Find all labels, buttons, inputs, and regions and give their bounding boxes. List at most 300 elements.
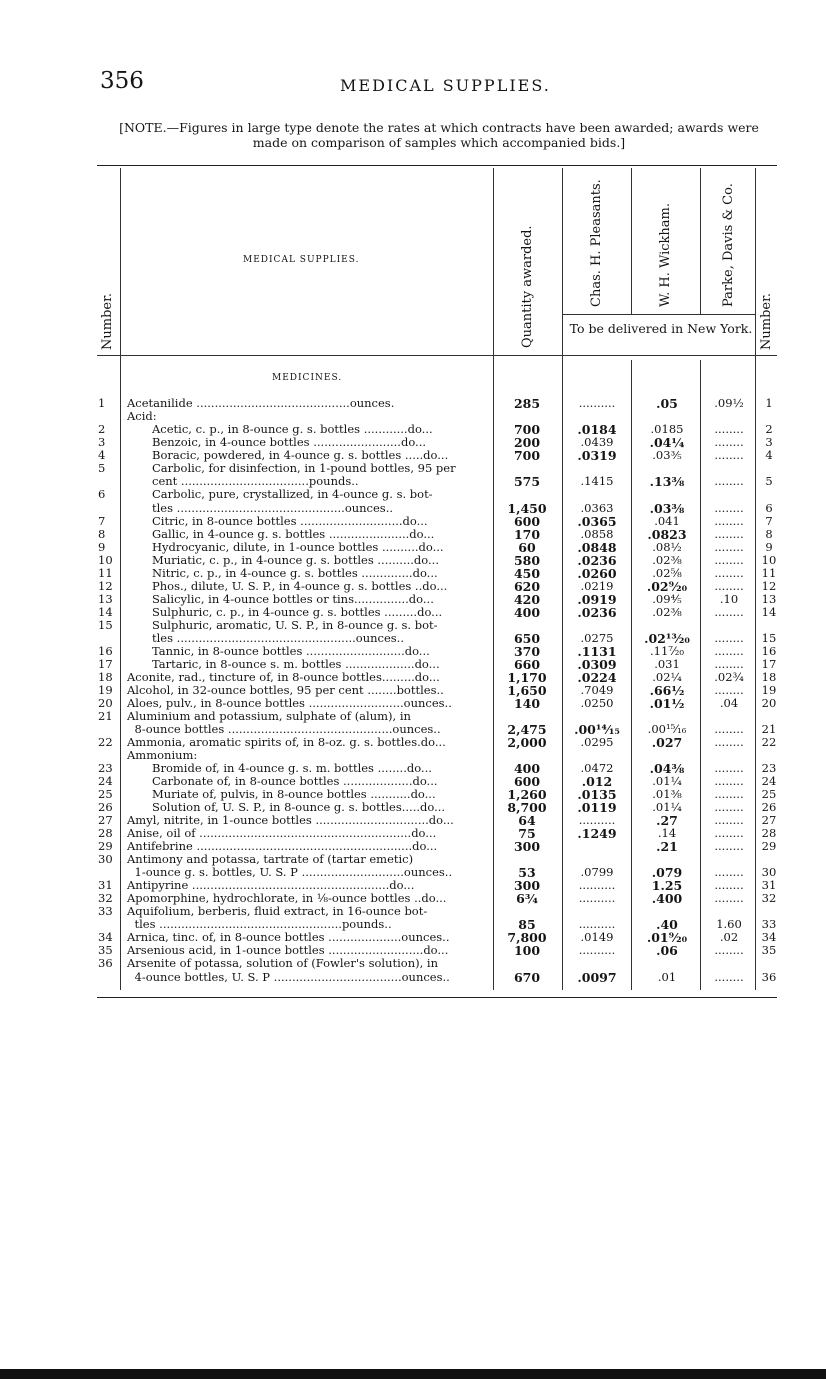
price-parke-davis: ........ [714,435,744,449]
item-description: tles .................................................ounces.. [152,632,404,645]
price-wickham: .01¼ [652,774,682,788]
price-parke-davis: .02¾ [714,670,744,684]
price-parke-davis: ........ [714,422,744,436]
quantity-awarded: 6¾ [516,891,538,906]
row-number: 34 [98,930,113,944]
price-parke-davis: ........ [714,787,744,801]
quantity-awarded: 700 [513,448,541,463]
header-bidder-parke-davis: Parke, Davis & Co. [721,183,736,307]
item-description: Phos., dilute, U. S. P., in 4-ounce g. s. bottles ..do... [152,580,448,593]
price-pleasants: .......... [578,917,616,931]
price-pleasants: .0236 [577,553,617,568]
quantity-awarded: 100 [513,943,541,958]
price-wickham: .079 [651,865,683,880]
table-row [0,645,826,658]
price-wickham: .02¹³⁄₂₀ [644,631,690,646]
price-parke-davis: ........ [714,683,744,697]
table-row [0,736,826,749]
item-description: cent ...................................pounds.. [152,475,359,488]
price-wickham: .11⁷⁄₂₀ [649,644,685,658]
table-bottom-rule [97,997,777,998]
table-row [0,580,826,593]
row-number-right: 32 [761,891,777,905]
price-pleasants: .1131 [577,644,617,659]
quantity-awarded: 300 [513,839,541,854]
quantity-awarded: 650 [513,631,541,646]
header-rule [97,355,777,356]
quantity-awarded: 75 [518,826,536,841]
row-number: 15 [98,618,113,632]
price-parke-davis: .02 [719,930,739,944]
price-parke-davis: ........ [714,514,744,528]
price-pleasants: .0260 [577,566,617,581]
price-pleasants: .0119 [577,800,617,815]
row-number: 23 [98,761,113,775]
item-description: Arnica, tinc. of, in 8-ounce bottles ....................ounces.. [127,931,450,944]
item-description: Gallic, in 4-ounce g. s. bottles ......................do... [152,528,435,541]
table-row [0,931,826,944]
price-parke-davis: ........ [714,631,744,645]
item-description: tles ..................................................pounds.. [134,918,392,931]
quantity-awarded: 7,800 [507,930,547,945]
table-row [0,879,826,892]
row-number-right: 18 [761,670,777,684]
quantity-awarded: 1,170 [507,670,547,685]
item-description: Antipyrine ......................................................do... [127,879,415,892]
table-top-rule [97,165,777,166]
item-description: Tartaric, in 8-ounce s. m. bottles ...................do... [152,658,440,671]
quantity-awarded: 285 [513,396,541,411]
item-description: Acetanilide ..........................................ounces. [127,397,395,410]
row-number: 28 [98,826,113,840]
table-row [0,397,826,410]
price-wickham: .400 [651,891,683,906]
header-bidder-pleasants: Chas. H. Pleasants. [589,179,604,307]
price-parke-davis: ........ [714,943,744,957]
row-number: 21 [98,709,113,723]
table-row [0,918,826,931]
row-number: 31 [98,878,113,892]
price-pleasants: .......... [578,396,616,410]
price-parke-davis: ........ [714,865,744,879]
header-bidder-wickham: W. H. Wickham. [658,203,673,307]
row-number-right: 17 [761,657,777,671]
quantity-awarded: 670 [513,970,541,985]
price-pleasants: .012 [581,774,613,789]
table-row [0,905,826,918]
quantity-awarded: 2,000 [507,735,547,750]
quantity-awarded: 660 [513,657,541,672]
row-number-right: 8 [765,527,773,541]
quantity-awarded: 580 [513,553,541,568]
price-parke-davis: .09½ [714,396,744,410]
row-number: 17 [98,657,113,671]
quantity-awarded: 2,475 [507,722,547,737]
row-number-right: 6 [765,501,773,515]
table-row [0,515,826,528]
row-number-right: 22 [761,735,777,749]
price-pleasants: .0184 [577,422,617,437]
header-medical-supplies: MEDICAL SUPPLIES. [243,255,360,265]
item-description: Sulphuric, c. p., in 4-ounce g. s. bottles .........do... [152,606,443,619]
price-parke-davis: .04 [719,696,739,710]
row-number: 4 [98,448,106,462]
price-pleasants: .1415 [580,474,614,488]
price-pleasants: .0224 [577,670,617,685]
quantity-awarded: 140 [513,696,541,711]
row-number: 3 [98,435,106,449]
price-wickham: 1.25 [651,878,683,893]
row-number-right: 29 [761,839,777,853]
price-wickham: .05 [656,396,678,411]
quantity-awarded: 400 [513,761,541,776]
price-parke-davis: ........ [714,605,744,619]
row-number-right: 2 [765,422,773,436]
price-wickham: .02⅝ [652,566,682,580]
row-number: 11 [98,566,113,580]
row-number: 12 [98,579,113,593]
quantity-awarded: 575 [513,474,541,489]
quantity-awarded: 300 [513,878,541,893]
quantity-awarded: 450 [513,566,541,581]
price-wickham: .03⅜ [649,501,685,516]
price-pleasants: .0149 [580,930,614,944]
row-number: 26 [98,800,113,814]
item-description: Amyl, nitrite, in 1-ounce bottles ...............................do... [127,814,454,827]
row-number: 24 [98,774,113,788]
row-number-right: 4 [765,448,773,462]
row-number-right: 5 [765,474,773,488]
row-number: 1 [98,396,106,410]
column-divider [631,168,632,314]
row-number-right: 28 [761,826,777,840]
price-pleasants: .0363 [580,501,614,515]
price-wickham: .0185 [650,422,684,436]
header-delivery: To be delivered in New York. [569,321,753,336]
price-wickham: .40 [656,917,678,932]
header-quantity-awarded: Quantity awarded. [520,225,535,348]
item-description: 8-ounce bottles .............................................ounces.. [134,723,441,736]
item-description: Solution of, U. S. P., in 8-ounce g. s. bottles.....do... [152,801,446,814]
price-parke-davis: ........ [714,891,744,905]
price-wickham: .031 [654,657,680,671]
price-parke-davis: ........ [714,448,744,462]
item-description: Salicylic, in 4-ounce bottles or tins...............do... [152,593,434,606]
table-row [0,619,826,632]
table-row [0,554,826,567]
price-wickham: .08½ [652,540,682,554]
price-pleasants: .0135 [577,787,617,802]
price-pleasants: .0309 [577,657,617,672]
table-row [0,762,826,775]
table-row [0,567,826,580]
price-parke-davis: .10 [719,592,739,606]
item-description: Muriate of, pulvis, in 8-ounce bottles ...........do... [152,788,436,801]
note [100,120,778,150]
item-description: Aluminium and potassium, sulphate of (alum), in [127,710,411,723]
table-row [0,436,826,449]
table-row [0,475,826,488]
price-parke-davis: ........ [714,722,744,736]
item-description: Sulphuric, aromatic, U. S. P., in 8-ounce g. s. bot- [152,619,438,632]
quantity-awarded: 620 [513,579,541,594]
quantity-awarded: 600 [513,514,541,529]
table-row [0,749,826,762]
price-wickham: .04⅜ [649,761,685,776]
item-description: Ammonium: [127,749,198,762]
price-pleasants: .0236 [577,605,617,620]
price-parke-davis: ........ [714,527,744,541]
row-number: 8 [98,527,106,541]
header-rule [562,314,755,315]
row-number-right: 14 [761,605,777,619]
quantity-awarded: 170 [513,527,541,542]
row-number-right: 20 [761,696,777,710]
quantity-awarded: 8,700 [507,800,547,815]
table-row [0,697,826,710]
price-pleasants: .00¹⁴⁄₁₅ [574,722,620,737]
price-wickham: .14 [657,826,677,840]
item-description: Acetic, c. p., in 8-ounce g. s. bottles ............do... [152,423,433,436]
price-pleasants: .1249 [577,826,617,841]
quantity-awarded: 64 [518,813,536,828]
row-number-right: 24 [761,774,777,788]
table-row [0,710,826,723]
price-pleasants: .0848 [577,540,617,555]
item-description: Acid: [127,410,157,423]
row-number-right: 30 [761,865,777,879]
price-wickham: .0823 [647,527,687,542]
table-row [0,684,826,697]
table-row [0,827,826,840]
table-row [0,866,826,879]
row-number: 6 [98,487,106,501]
price-parke-davis: ........ [714,579,744,593]
table-row [0,449,826,462]
item-description: Carbolic, pure, crystallized, in 4-ounce g. s. bot- [152,488,433,501]
price-wickham: .02⅜ [652,605,682,619]
page-number: 356 [100,68,144,94]
item-description: Carbolic, for disinfection, in 1-pound bottles, 95 per [152,462,456,475]
item-description: Tannic, in 8-ounce bottles ...........................do... [152,645,430,658]
price-parke-davis: ........ [714,553,744,567]
row-number-right: 31 [761,878,777,892]
item-description: tles ..............................................ounces.. [152,502,394,515]
note-line-1: [NOTE.—Figures in large type denote the rates at which contracts have been awarded; awards were [119,120,759,135]
price-wickham: .09⅘ [652,592,682,606]
item-description: Nitric, c. p., in 4-ounce g. s. bottles ..............do... [152,567,438,580]
item-description: Muriatic, c. p., in 4-ounce g. s. bottles ..........do... [152,554,439,567]
item-description: Citric, in 8-ounce bottles ............................do... [152,515,428,528]
price-wickham: .03⅗ [652,448,682,462]
row-number: 25 [98,787,113,801]
price-parke-davis: ........ [714,878,744,892]
table-row [0,502,826,515]
price-parke-davis: ........ [714,657,744,671]
row-number-right: 9 [765,540,773,554]
row-number: 20 [98,696,113,710]
row-number-right: 33 [761,917,777,931]
row-number: 9 [98,540,106,554]
row-number-right: 36 [761,970,777,984]
scan-edge [0,1369,826,1379]
price-wickham: .21 [656,839,678,854]
price-pleasants: .0097 [577,970,617,985]
price-pleasants: .......... [578,813,616,827]
quantity-awarded: 60 [518,540,536,555]
table-row [0,788,826,801]
item-description: Carbonate of, in 8-ounce bottles ...................do... [152,775,438,788]
item-description: Hydrocyanic, dilute, in 1-ounce bottles ..........do... [152,541,444,554]
price-wickham: .06 [656,943,678,958]
price-wickham: .01½ [649,696,685,711]
price-pleasants: .0365 [577,514,617,529]
table-row [0,658,826,671]
price-parke-davis: ........ [714,813,744,827]
item-description: Antimony and potassa, tartrate of (tartar emetic) [127,853,414,866]
price-parke-davis: ........ [714,474,744,488]
item-description: Benzoic, in 4-ounce bottles ........................do... [152,436,427,449]
page-title: MEDICAL SUPPLIES. [340,76,551,95]
table-row [0,840,826,853]
item-description: Aquifolium, berberis, fluid extract, in 16-ounce bot- [127,905,428,918]
note-line-2: made on comparison of samples which accompanied bids.] [252,135,626,150]
price-pleasants: .......... [578,943,616,957]
price-wickham: .027 [651,735,683,750]
price-wickham: .66½ [649,683,685,698]
price-pleasants: .0275 [580,631,614,645]
table-row [0,775,826,788]
price-wickham: .01¼ [652,800,682,814]
quantity-awarded: 1,450 [507,501,547,516]
row-number: 13 [98,592,113,606]
item-description: Alcohol, in 32-ounce bottles, 95 per cent ........bottles.. [127,684,444,697]
price-wickham: .04¼ [649,435,685,450]
row-number-right: 1 [765,396,773,410]
quantity-awarded: 53 [518,865,536,880]
table-row [0,606,826,619]
row-number: 22 [98,735,113,749]
price-parke-davis: 1.60 [716,917,742,931]
price-pleasants: .......... [578,878,616,892]
price-parke-davis: ........ [714,761,744,775]
table-row [0,853,826,866]
table-row [0,488,826,501]
row-number-right: 21 [761,722,777,736]
price-pleasants: .0858 [580,527,614,541]
price-pleasants: .0439 [580,435,614,449]
table-row [0,723,826,736]
price-parke-davis: ........ [714,800,744,814]
row-number: 33 [98,904,113,918]
header-number-right: Number. [759,292,774,350]
price-wickham: .02⁹⁄₂₀ [646,579,688,594]
row-number: 29 [98,839,113,853]
row-number-right: 7 [765,514,773,528]
quantity-awarded: 600 [513,774,541,789]
price-pleasants: .0219 [580,579,614,593]
item-description: Aloes, pulv., in 8-ounce bottles ..........................ounces.. [127,697,452,710]
row-number-right: 35 [761,943,777,957]
item-description: Apomorphine, hydrochlorate, in ⅛-ounce bottles ..do... [127,892,447,905]
item-description: Arsenious acid, in 1-ounce bottles ..........................do... [127,944,449,957]
item-description: 1-ounce g. s. bottles, U. S. P ............................ounces.. [134,866,453,879]
quantity-awarded: 200 [513,435,541,450]
price-pleasants: .0319 [577,448,617,463]
row-number-right: 23 [761,761,777,775]
row-number-right: 10 [761,553,777,567]
row-number: 10 [98,553,113,567]
table-row [0,632,826,645]
price-wickham: .13⅜ [649,474,685,489]
table-row [0,410,826,423]
price-wickham: .041 [654,514,680,528]
row-number: 18 [98,670,113,684]
price-parke-davis: ........ [714,826,744,840]
price-wickham: .01⅜ [652,787,682,801]
row-number: 32 [98,891,113,905]
table-row [0,957,826,970]
row-number-right: 16 [761,644,777,658]
table-row [0,593,826,606]
price-parke-davis: ........ [714,540,744,554]
price-parke-davis: ........ [714,501,744,515]
table-row [0,423,826,436]
item-description: Aconite, rad., tincture of, in 8-ounce bottles.........do... [127,671,440,684]
item-description: Anise, oil of ..........................................................do... [127,827,437,840]
row-number: 5 [98,461,106,475]
row-number: 2 [98,422,106,436]
table-row [0,814,826,827]
quantity-awarded: 85 [518,917,536,932]
quantity-awarded: 700 [513,422,541,437]
row-number-right: 15 [761,631,777,645]
row-number-right: 27 [761,813,777,827]
quantity-awarded: 400 [513,605,541,620]
table-row [0,801,826,814]
row-number-right: 11 [761,566,777,580]
quantity-awarded: 1,650 [507,683,547,698]
table-row [0,892,826,905]
row-number: 27 [98,813,113,827]
row-number-right: 13 [761,592,777,606]
item-description: Ammonia, aromatic spirits of, in 8-oz. g. s. bottles.do... [127,736,446,749]
row-number-right: 25 [761,787,777,801]
price-parke-davis: ........ [714,774,744,788]
header-number-left: Number. [100,292,115,350]
row-number-right: 19 [761,683,777,697]
row-number: 19 [98,683,113,697]
row-number: 7 [98,514,106,528]
row-number: 14 [98,605,113,619]
row-number: 36 [98,956,113,970]
price-wickham: .02⅜ [652,553,682,567]
price-wickham: .01⁹⁄₂₀ [646,930,688,945]
item-description: Antifebrine ...........................................................do... [127,840,438,853]
price-pleasants: .0250 [580,696,614,710]
price-pleasants: .7049 [580,683,614,697]
table-row [0,462,826,475]
quantity-awarded: 420 [513,592,541,607]
item-description: Arsenite of potassa, solution of (Fowler's solution), in [127,957,438,970]
table-row [0,541,826,554]
item-description: 4-ounce bottles, U. S. P ...................................ounces.. [134,971,450,984]
price-parke-davis: ........ [714,644,744,658]
price-wickham: .02¼ [652,670,682,684]
table-row [0,671,826,684]
price-wickham: .27 [656,813,678,828]
price-wickham: .01 [657,970,677,984]
